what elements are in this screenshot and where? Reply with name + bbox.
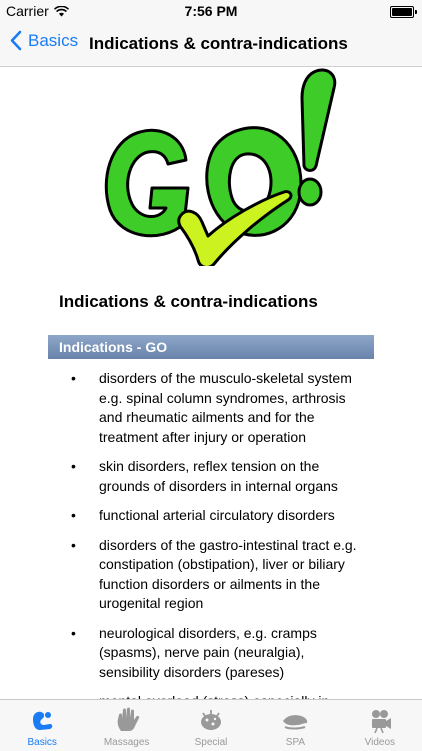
tab-spa-label: SPA [285, 737, 306, 748]
video-camera-icon [366, 707, 394, 733]
content-heading: Indications & contra-indications [59, 292, 318, 311]
tab-massages[interactable] [84, 700, 168, 751]
tab-bar [0, 699, 422, 751]
tab-massages-label: Massages [103, 737, 150, 748]
tab-spa[interactable] [253, 700, 337, 751]
basics-icon [28, 707, 56, 733]
section-header: Indications - GO [48, 335, 374, 359]
back-button[interactable] [10, 30, 78, 51]
tab-basics-label: Basics [27, 737, 57, 748]
list-item: • disorders of the musculo-skeletal system e.g. spinal column syndromes, arthrosis and rheumatic ailments and for the treatment after injury or operation [58, 369, 368, 447]
tab-special-label: Special [194, 737, 228, 748]
tab-videos[interactable] [338, 700, 422, 751]
status-bar [0, 0, 422, 22]
list-item: • functional arterial circulatory disorders [58, 506, 368, 526]
list-item: • skin disorders, reflex tension on the grounds of disorders in internal organs [58, 457, 368, 496]
tab-videos-label: Videos [364, 737, 396, 748]
battery-icon [390, 6, 414, 18]
spa-icon [281, 707, 309, 733]
hand-icon [113, 707, 141, 733]
list-item: • neurological disorders, e.g. cramps (spasms), nerve pain (neuralgia), sensibility disorders (pareses) [58, 624, 368, 683]
navigation-bar [0, 22, 422, 67]
go-logo [88, 68, 342, 266]
carrier-label: Carrier [6, 3, 49, 19]
back-button-label: Basics [28, 30, 79, 50]
chevron-left-icon [10, 30, 22, 51]
status-time: 7:56 PM [184, 3, 238, 19]
tab-basics[interactable] [0, 700, 84, 751]
list-item: • disorders of the gastro-intestinal tract e.g. constipation (obstipation), liver or biliary function disorders or ailments in the urogenital region [58, 536, 368, 614]
special-icon [197, 707, 225, 733]
tab-special[interactable] [169, 700, 253, 751]
page-title: Indications & contra-indications [89, 34, 348, 53]
indications-list [58, 369, 368, 722]
